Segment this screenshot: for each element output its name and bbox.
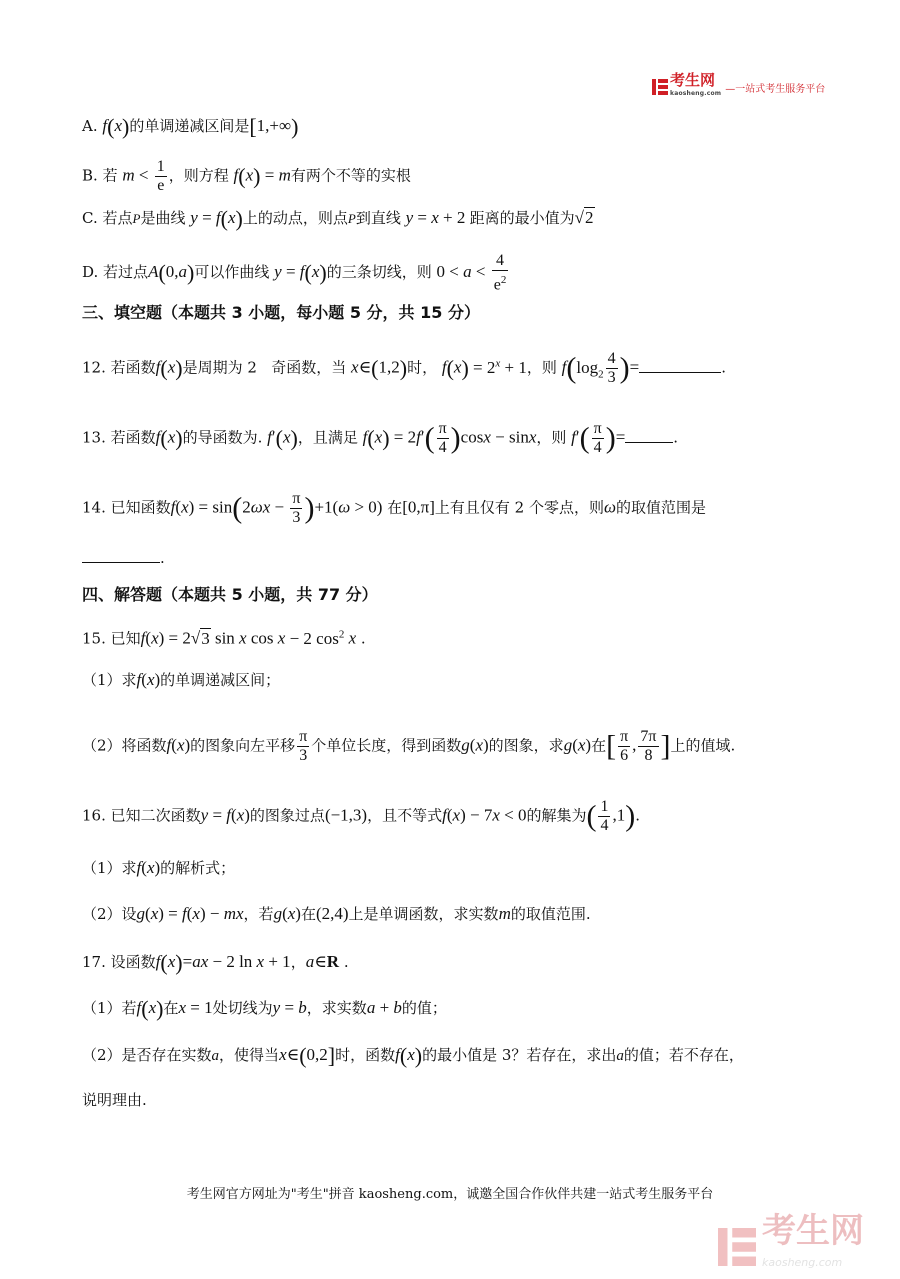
option-d-label: D. (82, 263, 99, 282)
q14-answer-blank[interactable] (82, 548, 160, 563)
question-15: 15. 已知f(x) = 2√3 sin x cos x − 2 $\cos^2 x$ . (82, 628, 366, 648)
option-d-text-1: 若过点 (103, 263, 149, 282)
q16-text-4: 的解集为 (526, 806, 587, 825)
q12-text-3: 奇函数，当 (271, 358, 347, 377)
option-c-text-4: 到直线 (355, 209, 401, 227)
option-d-text-3: 的三条切线，则 (326, 263, 432, 282)
q17-part-1-text-5: 的值； (401, 999, 447, 1017)
option-c-label: C. (82, 209, 98, 227)
slogan-text: 一站式考生服务平台 (735, 83, 826, 95)
watermark (718, 1211, 864, 1279)
logo-slogan: —一站式考生服务平台 (725, 83, 826, 95)
q12-text-1: 若函数 (110, 358, 156, 377)
header-logo (652, 73, 825, 101)
q15-part-2-text-6: 上的值域. (670, 736, 736, 755)
q17-part-1-text-3: 处切线为 (212, 999, 273, 1017)
q15-part-2-text-4: 的图象，求 (488, 736, 564, 755)
question-17: 17. 设函数f(x)=ax − 2 ln x + 1，a∈R . (82, 950, 349, 975)
option-a: A. f(x)的单调递减区间是[1,+∞) (82, 114, 299, 139)
option-c-text-1: 若点 (102, 209, 133, 227)
q12-text-5: ，则 (526, 358, 557, 377)
section-4-title: 四、解答题（本题共 5 小题，共 77 分） (82, 585, 378, 604)
q16-part-2-text-4: 上是单调函数，求实数 (348, 905, 499, 923)
q15-part-2-text-3: 个单位长度，得到函数 (311, 736, 462, 755)
option-d-text-2: 可以作曲线 (194, 263, 270, 282)
watermark-text (762, 1211, 864, 1279)
q16-text-3: ，且不等式 (367, 806, 443, 825)
question-14: 14. 已知函数f(x) = sin(2ωx − $\frac{\pi}{3}$ )+1(ω > 0) 在[0,π]上有且仅有 2 个零点，则ω的取值范围是 (82, 490, 707, 526)
q15-number: 15. (82, 629, 106, 648)
logo-name: 考生网 (670, 71, 716, 89)
q14-text-1: 已知函数 (110, 498, 171, 517)
q17-part-1-text-1: （1）若 (82, 999, 137, 1017)
q16-part-1: （1）求f(x)的解析式； (82, 858, 236, 877)
q17-part-2-text-2: ，使得当 (219, 1046, 280, 1064)
q15-part-1-text-2: 的单调递减区间； (160, 671, 281, 689)
option-b: B. 若 m < $\frac{1}{e}$ ，则方程 f(x) = m有两个不等的实根 (82, 158, 411, 194)
q16-number: 16. (82, 806, 106, 825)
q15-text-1: 已知 (110, 629, 141, 648)
q17-part-1-text-4: ，求实数 (306, 999, 367, 1017)
option-c-text-3: 上的动点，则点 (242, 209, 348, 227)
q16-text-2: 的图象过点 (249, 806, 325, 825)
q12-number: 12. (82, 358, 106, 377)
q16-text-1: 已知二次函数 (110, 806, 201, 825)
q14-answer-line: . (82, 548, 165, 568)
q17-part-1: （1）若f(x)在x = 1处切线为y = b，求实数a + b的值； (82, 996, 447, 1021)
option-b-text-1: 若 (102, 166, 118, 185)
q14-text-2: 在 (387, 498, 403, 517)
q14-text-3: 上有且仅有 2 个零点，则 (434, 498, 604, 517)
q17-part-2-cont: 说明理由. (82, 1091, 147, 1109)
option-a-label: A. (82, 117, 98, 135)
q17-part-2-text-1: （2）是否存在实数 (82, 1046, 212, 1064)
q13-text-3: ，且满足 (297, 428, 358, 447)
logo-text (670, 73, 721, 101)
q14-text-4: 的取值范围是 (616, 498, 707, 517)
q13-text-1: 若函数 (110, 428, 156, 447)
q15-part-2-text-5: 在 (591, 736, 607, 755)
q17-part-2: （2）是否存在实数a，使得当x∈(0,2]时，函数f(x)的最小值是 3？若存在，求出a的值；若不存在， (82, 1043, 744, 1068)
q16-part-2-text-5: 的取值范围. (510, 905, 591, 923)
option-c-text-2: 是曲线 (140, 209, 186, 227)
question-13: 13. 若函数f(x)的导函数为. f′(x)，且满足 f(x) = 2f′( $\frac{\pi}{4}$ )cosx − sinx，则 f′( $\frac{\pi}{4}$ )= . (82, 420, 679, 456)
q16-part-2-text-3: 在 (300, 905, 316, 923)
q13-text-2: 的导函数为. (182, 428, 263, 447)
option-c: C. 若点P是曲线 y = f(x)上的动点，则点P到直线 y = x + 2 距离的最小值为√2 (82, 206, 594, 231)
question-12: 12. 若函数f(x)是周期为 2 奇函数，当 x∈(1,2)时， $f(x) = 2^x + 1$，则 $f(\log_2$ $\frac{4}{3}$ )= . (82, 350, 727, 386)
q14-number: 14. (82, 498, 106, 517)
q17-part-1-text-2: 在 (163, 999, 179, 1017)
q17-text-1: 设函数 (110, 953, 156, 971)
q13-text-4: ，则 (536, 428, 567, 447)
q17-part-2-text-5: 的值；若不存在， (623, 1046, 744, 1064)
q17-part-2-text-3: 时，函数 (335, 1046, 396, 1064)
kaosheng-logo-icon (652, 79, 668, 95)
q15-part-1: （1）求f(x)的单调递减区间； (82, 670, 281, 689)
watermark-name: 考生网 (762, 1211, 864, 1251)
option-d: D. 若过点A(0,a)可以作曲线 y = f(x)的三条切线，则 0 < a < $\frac{4}{e^2}$ (82, 252, 507, 294)
q15-part-1-text-1: （1）求 (82, 671, 137, 689)
q12-text-4: 时， (407, 358, 438, 377)
option-c-text-5: 距离的最小值为 (469, 209, 575, 227)
q13-answer-blank[interactable] (625, 428, 673, 443)
watermark-logo-icon (718, 1227, 756, 1267)
logo-domain: kaosheng.com (670, 90, 722, 97)
q16-part-2-text-1: （2）设 (82, 905, 137, 923)
q12-text-2: 是周期为 2 (182, 358, 257, 377)
option-a-text: 的单调递减区间是 (129, 117, 250, 135)
q15-part-2-text-2: 的图象向左平移 (190, 736, 296, 755)
section-3-title: 三、填空题（本题共 3 小题，每小题 5 分，共 15 分） (82, 303, 480, 322)
question-16: 16. 已知二次函数y = f(x)的图象过点(−1,3)，且不等式f(x) − 7x < 0的解集为( $\frac{1}{4}$ ,1). (82, 798, 641, 834)
q15-part-2: （2）将函数f(x)的图象向左平移 $\frac{\pi}{3}$ 个单位长度，得到函数g(x)的图象，求g(x)在[ $\frac{\pi}{6}$ , $\frac{7\pi}{8}$ ]上的值域. (82, 728, 736, 764)
q16-part-1-text-2: 的解析式； (160, 859, 236, 877)
q13-number: 13. (82, 428, 106, 447)
option-b-text-2: ，则方程 (168, 166, 229, 185)
footer-text: 考生网官方网址为"考生"拼音 kaosheng.com，诚邀全国合作伙伴共建一站式考生服务平台 (186, 1187, 714, 1202)
q17-number: 17. (82, 953, 106, 971)
watermark-domain: kaosheng.com (762, 1256, 843, 1269)
q16-part-1-text-1: （1）求 (82, 859, 137, 877)
q12-answer-blank[interactable] (639, 358, 721, 373)
q17-part-2-text-4: 的最小值是 3？若存在，求出 (422, 1046, 617, 1064)
q15-part-2-text-1: （2）将函数 (82, 736, 167, 755)
q16-part-2-text-2: ，若 (243, 905, 274, 923)
q16-part-2: （2）设g(x) = f(x) − mx，若g(x)在(2,4)上是单调函数，求实数m的取值范围. (82, 904, 591, 923)
option-b-text-3: 有两个不等的实根 (290, 166, 411, 185)
option-b-label: B. (82, 166, 98, 185)
